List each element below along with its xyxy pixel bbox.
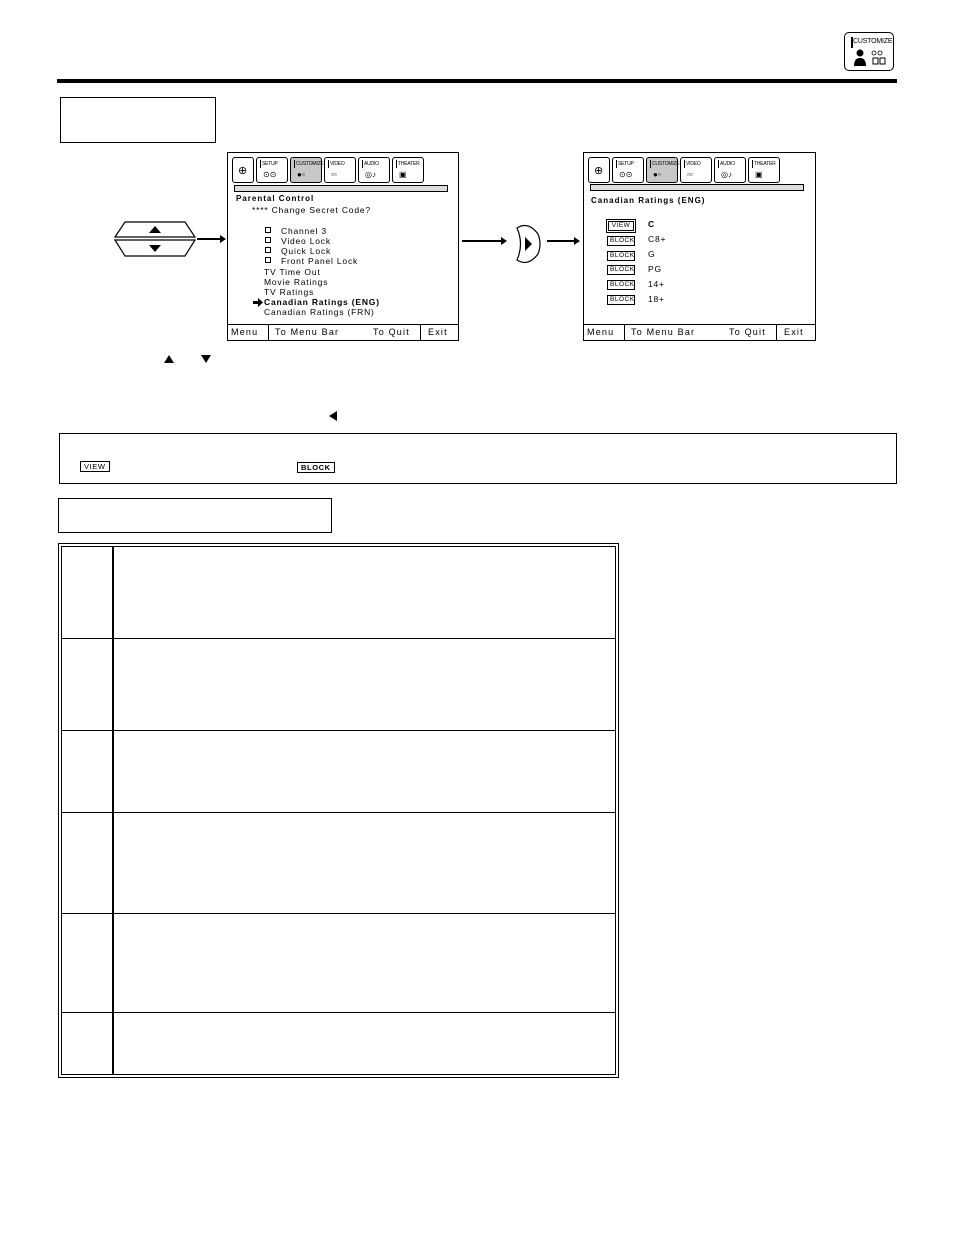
table-row	[62, 1013, 615, 1073]
status-menu: Menu	[587, 327, 615, 337]
table-row	[62, 547, 615, 639]
rating-label: G	[648, 249, 656, 259]
tab-audio[interactable]: AUDIO ◎♪	[714, 157, 746, 183]
table-row	[62, 731, 615, 813]
tab-setup[interactable]: SETUP ⊙⊙	[612, 157, 644, 183]
tab-video[interactable]: VIDEO ▫▫	[680, 157, 712, 183]
legend-block-tag: BLOCK	[297, 462, 335, 473]
rating-tag-block[interactable]: BLOCK	[607, 251, 635, 261]
pointer-arrow-icon	[253, 298, 264, 307]
checkbox-quick-lock[interactable]	[265, 247, 271, 253]
tab-video[interactable]: VIDEO ▫▫	[324, 157, 356, 183]
rating-label: C8+	[648, 234, 667, 244]
video-icon: ▫▫	[331, 170, 337, 179]
speaker-icon: ◎♪	[721, 170, 732, 179]
setup-icon: ⊙⊙	[263, 170, 277, 179]
theater-icon: ▣	[755, 170, 763, 179]
legend-view-tag: VIEW	[80, 461, 110, 472]
joystick-icon: ⊕	[594, 165, 604, 177]
rating-tag-block[interactable]: BLOCK	[607, 295, 635, 305]
legend-box	[59, 433, 897, 484]
screen-title: Parental Control	[236, 194, 315, 203]
menu-bar	[234, 185, 448, 192]
rating-tag-view[interactable]: VIEW	[608, 221, 634, 231]
checkbox-channel[interactable]	[265, 227, 271, 233]
status-bar	[228, 324, 458, 340]
menu-item-channel[interactable]: Channel 3	[281, 226, 327, 236]
canadian-ratings-screen	[583, 152, 816, 341]
table-inner	[61, 546, 616, 1075]
rating-label: PG	[648, 264, 662, 274]
user-icon: ●▫	[297, 170, 305, 179]
joystick-icon: ⊕	[238, 165, 248, 177]
menu-bar	[590, 184, 804, 191]
rating-label: C	[648, 219, 655, 229]
theater-icon: ▣	[399, 170, 407, 179]
menu-tabs	[588, 157, 780, 185]
menu-item-canadian-frn[interactable]: Canadian Ratings (FRN)	[264, 307, 375, 317]
customize-badge	[844, 32, 894, 71]
menu-item-quick-lock[interactable]: Quick Lock	[281, 246, 332, 256]
header-rule	[57, 79, 897, 83]
up-down-button[interactable]	[113, 218, 197, 260]
flow-arrow	[462, 240, 502, 242]
table-row	[62, 914, 615, 1013]
left-arrow-icon	[328, 411, 338, 421]
rating-tag-block[interactable]: BLOCK	[607, 265, 635, 275]
setup-icon: ⊙⊙	[619, 170, 633, 179]
checkbox-front-panel-lock[interactable]	[265, 257, 271, 263]
tab-customize[interactable]: CUSTOMIZE ●▫	[290, 157, 322, 183]
tab-home[interactable]	[232, 157, 254, 183]
status-to-quit: To Quit	[373, 327, 410, 337]
flow-arrow	[547, 240, 575, 242]
rating-label: 14+	[648, 279, 665, 289]
video-icon: ▫▫	[687, 170, 693, 179]
rating-tag-block[interactable]: BLOCK	[607, 236, 635, 246]
menu-item-change-code[interactable]: **** Change Secret Code?	[252, 205, 371, 215]
screen-title: Canadian Ratings (ENG)	[591, 196, 706, 205]
section-label-box	[58, 498, 332, 533]
status-to-menu-bar: To Menu Bar	[275, 327, 340, 337]
menu-item-movie-ratings[interactable]: Movie Ratings	[264, 277, 329, 287]
table-row	[62, 813, 615, 914]
right-button[interactable]	[514, 222, 542, 266]
menu-item-tv-ratings[interactable]: TV Ratings	[264, 287, 315, 297]
user-icon: ●▫	[653, 170, 661, 179]
tab-customize[interactable]: CUSTOMIZE ●▫	[646, 157, 678, 183]
ratings-table	[58, 543, 619, 1078]
flow-arrow	[197, 238, 221, 240]
down-arrow-icon	[201, 354, 211, 364]
status-bar	[584, 324, 815, 340]
table-row	[62, 639, 615, 731]
status-to-menu-bar: To Menu Bar	[631, 327, 696, 337]
tab-theater[interactable]: THEATER ▣	[392, 157, 424, 183]
menu-item-video-lock[interactable]: Video Lock	[281, 236, 331, 246]
up-arrow-icon	[164, 354, 174, 364]
tab-home[interactable]	[588, 157, 610, 183]
menu-item-canadian-eng[interactable]: Canadian Ratings (ENG)	[264, 297, 380, 307]
status-exit: Exit	[784, 327, 804, 337]
rating-label: 18+	[648, 294, 665, 304]
status-exit: Exit	[428, 327, 448, 337]
parental-control-screen	[227, 152, 459, 341]
menu-item-front-panel-lock[interactable]: Front Panel Lock	[281, 256, 359, 266]
menu-tabs	[232, 157, 424, 185]
tab-theater[interactable]: THEATER ▣	[748, 157, 780, 183]
tab-setup[interactable]: SETUP ⊙⊙	[256, 157, 288, 183]
status-to-quit: To Quit	[729, 327, 766, 337]
badge-label: CUSTOMIZE	[853, 38, 893, 45]
tab-audio[interactable]: AUDIO ◎♪	[358, 157, 390, 183]
speaker-icon: ◎♪	[365, 170, 376, 179]
user-icon	[853, 49, 889, 67]
checkbox-video-lock[interactable]	[265, 237, 271, 243]
status-menu: Menu	[231, 327, 259, 337]
menu-item-tv-time-out[interactable]: TV Time Out	[264, 267, 321, 277]
rating-tag-block[interactable]: BLOCK	[607, 280, 635, 290]
section-label-box	[60, 97, 216, 143]
